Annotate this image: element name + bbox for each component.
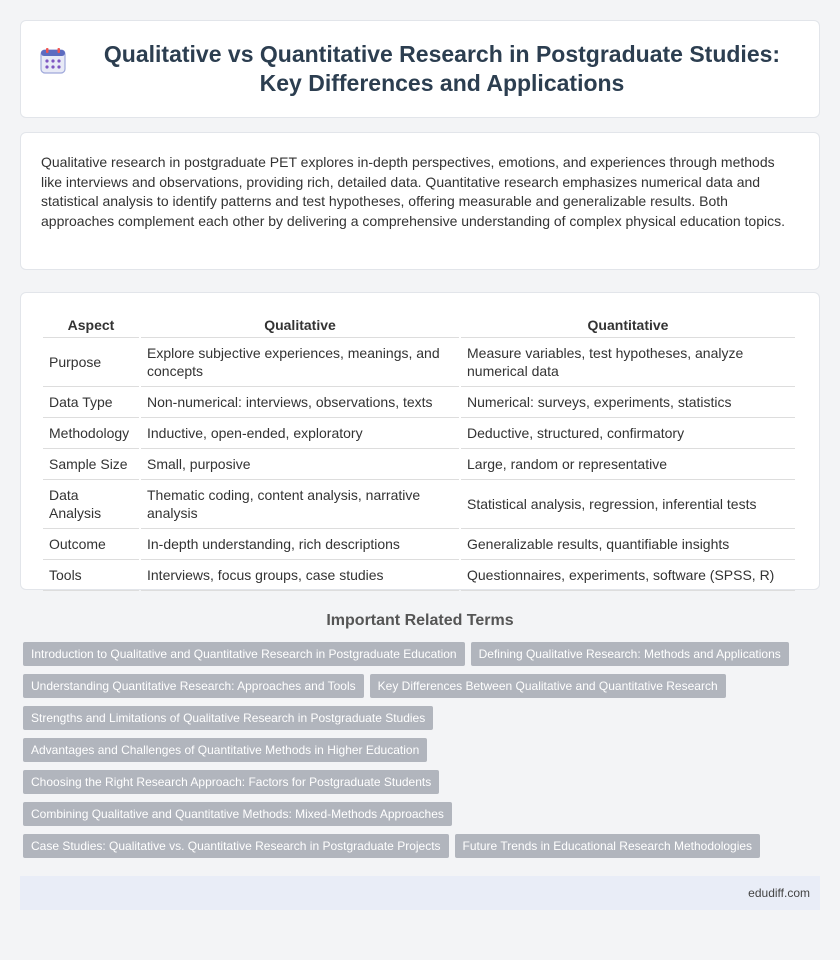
- aspect-cell: Data Analysis: [43, 480, 139, 529]
- aspect-cell: Purpose: [43, 338, 139, 387]
- aspect-cell: Data Type: [43, 387, 139, 418]
- table-row: [43, 387, 795, 418]
- table-row: [43, 529, 795, 560]
- quantitative-cell: Measure variables, test hypotheses, analyze numerical data: [461, 338, 795, 387]
- table-row: [43, 449, 795, 480]
- quantitative-cell: Generalizable results, quantifiable insights: [461, 529, 795, 560]
- qualitative-cell: Inductive, open-ended, exploratory: [141, 418, 459, 449]
- table-row: [43, 560, 795, 591]
- qualitative-cell: Interviews, focus groups, case studies: [141, 560, 459, 591]
- calendar-icon: [38, 46, 68, 76]
- qualitative-cell: Thematic coding, content analysis, narrative analysis: [141, 480, 459, 529]
- table-row: [43, 338, 795, 387]
- related-term-tag[interactable]: Strengths and Limitations of Qualitative Research in Postgraduate Studies: [23, 706, 433, 730]
- related-terms-section: [20, 612, 820, 858]
- footer-site-link[interactable]: edudiff.com: [748, 886, 810, 900]
- related-term-tag[interactable]: Choosing the Right Research Approach: Factors for Postgraduate Students: [23, 770, 439, 794]
- related-term-tag[interactable]: Key Differences Between Qualitative and Quantitative Research: [370, 674, 726, 698]
- quantitative-cell: Large, random or representative: [461, 449, 795, 480]
- title-card: [20, 20, 820, 118]
- column-header-aspect: Aspect: [43, 313, 139, 338]
- aspect-cell: Sample Size: [43, 449, 139, 480]
- qualitative-cell: Explore subjective experiences, meanings, and concepts: [141, 338, 459, 387]
- aspect-cell: Tools: [43, 560, 139, 591]
- quantitative-cell: Statistical analysis, regression, inferential tests: [461, 480, 795, 529]
- intro-paragraph: Qualitative research in postgraduate PET explores in-depth perspectives, emotions, and experiences through methods like interviews and observations, providing rich, detailed data. Quantitative research emphasizes numerical data and statistical analysis to identify patterns and test hypotheses, offering measurable and generalizable results. Both approaches complement each other by delivering a comprehensive understanding of complex physical education topics.: [41, 154, 785, 229]
- related-terms-title: Important Related Terms: [326, 612, 514, 629]
- related-term-tag[interactable]: Defining Qualitative Research: Methods and Applications: [471, 642, 789, 666]
- quantitative-cell: Deductive, structured, confirmatory: [461, 418, 795, 449]
- column-header-quantitative: Quantitative: [461, 313, 795, 338]
- table-header-row: [43, 313, 795, 338]
- related-term-tag[interactable]: Combining Qualitative and Quantitative Methods: Mixed-Methods Approaches: [23, 802, 452, 826]
- related-term-tag[interactable]: Case Studies: Qualitative vs. Quantitative Research in Postgraduate Projects: [23, 834, 449, 858]
- page-title: Qualitative vs Quantitative Research in Postgraduate Studies: Key Differences and Applications: [103, 41, 781, 96]
- quantitative-cell: Questionnaires, experiments, software (SPSS, R): [461, 560, 795, 591]
- column-header-qualitative: Qualitative: [141, 313, 459, 338]
- related-terms-list: [20, 642, 820, 858]
- quantitative-cell: Numerical: surveys, experiments, statistics: [461, 387, 795, 418]
- table-row: [43, 418, 795, 449]
- qualitative-cell: In-depth understanding, rich descriptions: [141, 529, 459, 560]
- related-term-tag[interactable]: Future Trends in Educational Research Methodologies: [455, 834, 761, 858]
- title-row: [38, 40, 802, 98]
- footer: [20, 876, 820, 910]
- intro-card: [20, 132, 820, 270]
- related-term-tag[interactable]: Advantages and Challenges of Quantitative Methods in Higher Education: [23, 738, 427, 762]
- aspect-cell: Outcome: [43, 529, 139, 560]
- related-term-tag[interactable]: Introduction to Qualitative and Quantitative Research in Postgraduate Education: [23, 642, 465, 666]
- related-term-tag[interactable]: Understanding Quantitative Research: Approaches and Tools: [23, 674, 364, 698]
- comparison-table: [41, 313, 797, 591]
- qualitative-cell: Small, purposive: [141, 449, 459, 480]
- aspect-cell: Methodology: [43, 418, 139, 449]
- comparison-card: [20, 292, 820, 590]
- table-row: [43, 480, 795, 529]
- qualitative-cell: Non-numerical: interviews, observations, texts: [141, 387, 459, 418]
